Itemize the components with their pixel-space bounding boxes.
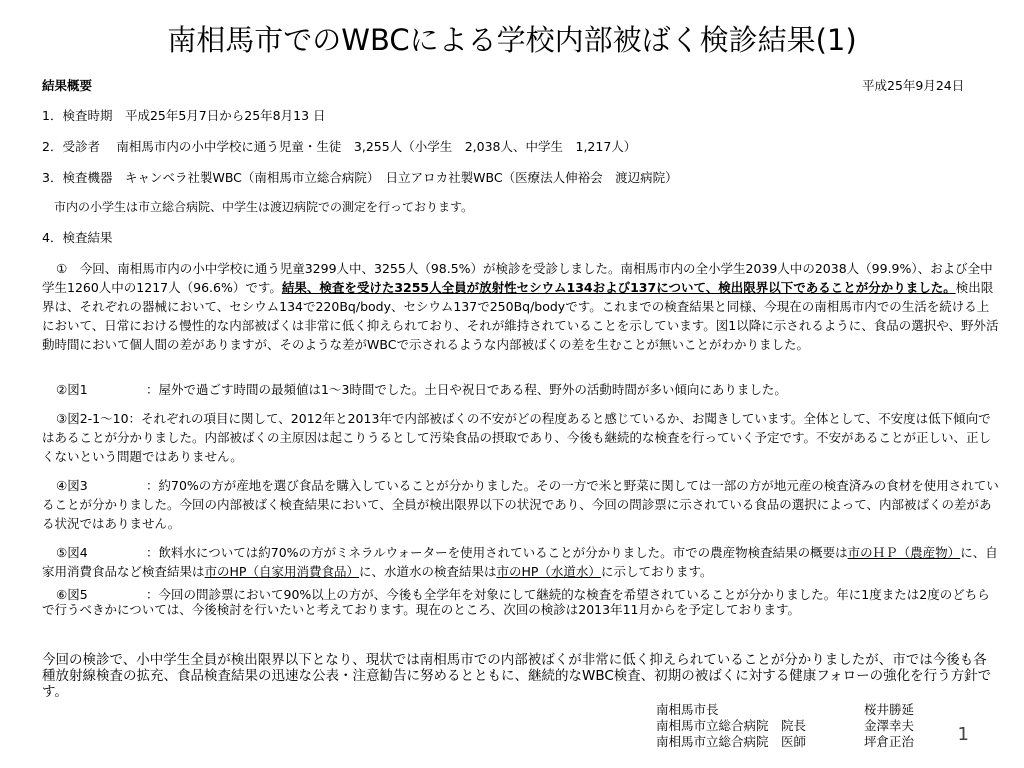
result-paragraph-6 bbox=[42, 587, 1000, 617]
item-equipment-note: 市内の小学生は市立総合病院、中学生は渡辺病院での測定を行っております。 bbox=[54, 200, 474, 214]
figure-label-5: ⑥図5 bbox=[56, 587, 88, 602]
figure-label-1: ②図1 bbox=[56, 382, 88, 397]
result-paragraph-3 bbox=[42, 409, 1000, 466]
result-paragraph-2 bbox=[56, 380, 1000, 399]
result-5-text-4: に示しております。 bbox=[600, 564, 713, 579]
signature-role-1: 南相馬市長 bbox=[656, 702, 719, 717]
result-6-text: ：今回の問診票において90%以上の方が、今後も全学年を対象にして継続的な検査を希望されていることが分かりました。年に1度または2度のどちらで行うべきかについては、今後検討を行いたいと考えております。現在のところ、次回の検診は2013年11月からを予定しております。 bbox=[42, 587, 990, 617]
item-results-heading: 4．検査結果 bbox=[42, 230, 113, 245]
figure-label-2: ③図2-1～10 bbox=[56, 411, 129, 426]
figure-label-4: ⑤図4 bbox=[56, 545, 88, 560]
summary-heading: 結果概要 bbox=[42, 78, 93, 93]
result-1-text-a: ① 今回、南相馬市内の小中学校に通う児童3299人中、3255人（98.5%）が検診を受診しました。南相馬市内の全小学生2039人中の2038人（99.9%）、および全中学生1260人中の1217人（96.6%）です。 bbox=[42, 261, 993, 295]
signature-role-2: 南相馬市立総合病院 院長 bbox=[656, 718, 807, 733]
result-2-text: ：屋外で過ごす時間の最頻値は1～3時間でした。土日や祝日である程、野外の活動時間が多い傾向にありました。 bbox=[146, 382, 787, 397]
city-hp-agriculture-link[interactable]: 市のＨＰ（農産物） bbox=[847, 545, 961, 560]
city-hp-water-link[interactable]: 市のHP（水道水） bbox=[496, 564, 601, 579]
closing-statement: 今回の検診で、小中学生全員が検出限界以下となり、現状では南相馬市での内部被ばくが非常に低く抑えられていることが分かりましたが、市では今後も各種放射線検査の拡充、食品検査結果の迅速な公表・注意勧告に努めるとともに、継続的なWBC検査、初期の被ばくに対する健康フォローの強化を行う方針です。 bbox=[42, 652, 992, 700]
result-5-text-2: に、自家用消費食品など検査結果は bbox=[42, 545, 998, 579]
result-3-text: ：それぞれの項目に関して、2012年と2013年で内部被ばくの不安がどの程度あると感じているか、お聞きしています。全体として、不安度は低下傾向ではあることが分かりました。内部被ばくの主原因は起こりうるとして汚染食品の摂取であり、今後も継続的な検査を行っていく予定です。不安があることが正しい、正しくないという問題ではありません。 bbox=[42, 411, 992, 464]
page-title: 南相馬市でのWBCによる学校内部被ばく検診結果(1) bbox=[167, 23, 857, 57]
result-5-text-3: に、水道水の検査結果は bbox=[358, 564, 497, 579]
result-1-text-b: 検出限界は、それぞれの器械において、セシウム134で220Bq/body、セシウム137で250Bq/bodyです。これまでの検査結果と同様、今現在の南相馬市内での生活を続ける上において、日常における慢性的な内部被ばくは非常に低く抑えられており、それが維持されていることを示しています。図1以降に示されるように、食品の選択や、野外活動時間において個人間の差がありますが、そのような差がWBCで示されるような内部被ばくの差を生むことが無いことがわかりました。 bbox=[42, 280, 999, 352]
result-paragraph-1 bbox=[42, 259, 1000, 354]
signature-name-2: 金澤幸夫 bbox=[864, 718, 915, 733]
signature-name-1: 桜井勝延 bbox=[864, 702, 915, 717]
page-number: 1 bbox=[957, 724, 969, 745]
result-paragraph-4 bbox=[42, 476, 1000, 533]
signature-role-3: 南相馬市立総合病院 医師 bbox=[656, 734, 807, 749]
signature-name-3: 坪倉正治 bbox=[864, 734, 915, 749]
item-exam-period: 1．検査時期 平成25年5月7日から25年8月13 日 bbox=[42, 108, 326, 123]
figure-label-3: ④図3 bbox=[56, 478, 88, 493]
result-1-key-finding: 結果、検査を受けた3255人全員が放射性セシウム134および137について、検出限界以下であることが分かりました。 bbox=[281, 280, 956, 295]
item-equipment: 3．検査機器 キャンベラ社製WBC（南相馬市立総合病院） 日立アロカ社製WBC（医療法人伸裕会 渡辺病院） bbox=[42, 170, 678, 185]
result-5-text-1: ：飲料水については約70%の方がミネラルウォーターを使用されていることが分かりました。市での農産物検査結果の概要は bbox=[146, 545, 848, 560]
document-date: 平成25年9月24日 bbox=[862, 78, 965, 93]
result-paragraph-5 bbox=[42, 543, 1000, 581]
result-4-text: ：約70%の方が産地を選び食品を購入していることが分かりました。その一方で米と野菜に関しては一部の方が地元産の検査済みの食材を使用されていることが分かりました。今回の内部被ばく検査結果において、全員が検出限界以下の状況であり、今回の問診票に示されている食品の選択によって、内部被ばくの差がある状況ではありません。 bbox=[42, 478, 999, 531]
city-hp-home-food-link[interactable]: 市のHP（自家用消費食品） bbox=[204, 564, 359, 579]
item-examinees: 2．受診者 南相馬市内の小中学校に通う児童・生徒 3,255人（小学生 2,038人、中学生 1,217人） bbox=[42, 139, 637, 154]
